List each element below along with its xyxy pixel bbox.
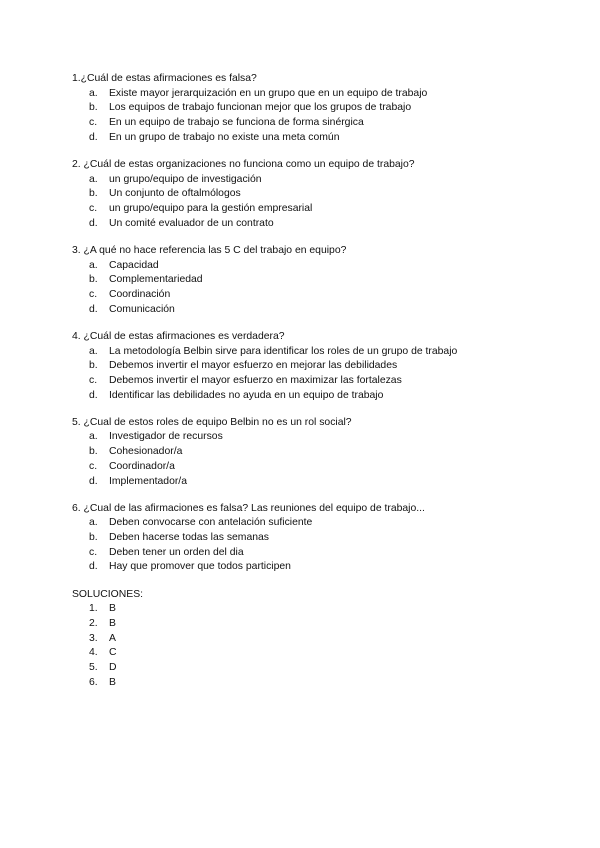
option-letter: a.	[89, 431, 98, 443]
question-title: 6. ¿Cual de las afirmaciones es falsa? Las reuniones del equipo de trabajo...	[72, 502, 425, 514]
solution-item	[72, 617, 542, 632]
option-letter: b.	[89, 446, 98, 458]
option-d	[72, 131, 542, 146]
question-title: 4. ¿Cuál de estas afirmaciones es verdadera?	[72, 330, 285, 342]
option-text: Un conjunto de oftalmólogos	[109, 188, 241, 200]
option-letter: a.	[89, 87, 98, 99]
option-text: Identificar las debilidades no ayuda en un equipo de trabajo	[109, 389, 384, 401]
option-d	[72, 560, 542, 575]
option-text: Deben convocarse con antelación suficiente	[109, 517, 313, 529]
option-letter: c.	[89, 460, 98, 472]
quiz-content	[72, 72, 542, 690]
option-a	[72, 430, 542, 445]
option-text: Los equipos de trabajo funcionan mejor que los grupos de trabajo	[109, 102, 412, 114]
question-1	[72, 72, 542, 145]
option-letter: a.	[89, 517, 98, 529]
option-letter: d.	[89, 303, 98, 315]
question-title: 1.¿Cuál de estas afirmaciones es falsa?	[72, 73, 257, 84]
option-text: Coordinador/a	[109, 460, 175, 472]
solution-number: 1.	[89, 603, 98, 615]
option-letter: c.	[89, 203, 98, 214]
option-text: La metodología Belbin sirve para identificar los roles de un grupo de trabajo	[109, 345, 458, 357]
option-text: Complementariedad	[109, 274, 203, 286]
option-text: Debemos invertir el mayor esfuerzo en maximizar las fortalezas	[109, 374, 402, 386]
option-text: Comunicación	[109, 303, 175, 315]
option-letter: d.	[89, 475, 98, 487]
option-d	[72, 389, 542, 404]
solution-number: 5.	[89, 662, 98, 674]
option-letter: c.	[89, 546, 98, 558]
option-text: Implementador/a	[109, 475, 187, 487]
option-text: Capacidad	[109, 259, 159, 271]
question-6	[72, 502, 542, 575]
solution-answer: B	[109, 603, 116, 615]
solutions-section	[72, 588, 542, 691]
option-text: Deben hacerse todas las semanas	[109, 532, 269, 544]
option-c	[72, 116, 542, 131]
option-letter: d.	[89, 389, 98, 401]
solution-number: 2.	[89, 618, 98, 629]
solutions-title: SOLUCIONES:	[72, 588, 144, 600]
option-a	[72, 345, 542, 360]
option-letter: b.	[89, 102, 98, 114]
option-letter: d.	[89, 217, 98, 229]
option-letter: a.	[89, 345, 98, 357]
option-text: En un equipo de trabajo se funciona de forma sinérgica	[109, 117, 364, 129]
option-text: un grupo/equipo para la gestión empresarial	[109, 203, 313, 214]
option-letter: b.	[89, 274, 98, 286]
option-text: Existe mayor jerarquización en un grupo que en un equipo de trabajo	[109, 87, 428, 99]
solution-answer: C	[109, 647, 117, 659]
option-c	[72, 374, 542, 389]
option-text: un grupo/equipo de investigación	[109, 173, 262, 185]
option-letter: c.	[89, 374, 98, 386]
solution-item	[72, 676, 542, 691]
option-letter: b.	[89, 532, 98, 544]
option-text: Deben tener un orden del dia	[109, 546, 244, 558]
option-text: Un comité evaluador de un contrato	[109, 217, 274, 229]
solution-answer: B	[109, 676, 116, 688]
option-a	[72, 516, 542, 531]
option-d	[72, 303, 542, 318]
option-b	[72, 273, 542, 288]
solution-number: 6.	[89, 676, 98, 688]
question-5	[72, 416, 542, 489]
option-c	[72, 460, 542, 475]
solution-answer: D	[109, 662, 117, 674]
question-3	[72, 244, 542, 317]
option-d	[72, 217, 542, 232]
option-b	[72, 445, 542, 460]
solution-number: 3.	[89, 632, 98, 644]
option-letter: a.	[89, 173, 98, 185]
solution-answer: A	[109, 632, 116, 644]
option-letter: b.	[89, 360, 98, 372]
option-letter: c.	[89, 288, 98, 300]
solution-item	[72, 646, 542, 661]
option-text: Investigador de recursos	[109, 431, 223, 443]
option-b	[72, 531, 542, 546]
option-text: Cohesionador/a	[109, 446, 183, 458]
solution-number: 4.	[89, 647, 98, 659]
option-b	[72, 101, 542, 116]
question-2	[72, 158, 542, 231]
solution-answer: B	[109, 618, 116, 629]
option-a	[72, 87, 542, 102]
option-d	[72, 475, 542, 490]
question-title: 2. ¿Cuál de estas organizaciones no funciona como un equipo de trabajo?	[72, 158, 415, 170]
option-letter: b.	[89, 188, 98, 200]
option-c	[72, 288, 542, 303]
option-a	[72, 259, 542, 274]
option-c	[72, 202, 542, 217]
option-b	[72, 359, 542, 374]
option-a	[72, 173, 542, 188]
question-title: 5. ¿Cual de estos roles de equipo Belbin no es un rol social?	[72, 416, 352, 428]
solution-item	[72, 661, 542, 676]
option-text: Hay que promover que todos participen	[109, 561, 291, 573]
option-letter: c.	[89, 117, 98, 129]
option-letter: d.	[89, 561, 98, 573]
solution-item	[72, 632, 542, 647]
option-letter: a.	[89, 259, 98, 271]
option-text: Debemos invertir el mayor esfuerzo en mejorar las debilidades	[109, 360, 398, 372]
solution-item	[72, 602, 542, 617]
option-text: Coordinación	[109, 288, 171, 300]
option-letter: d.	[89, 131, 98, 143]
question-4	[72, 330, 542, 403]
option-text: En un grupo de trabajo no existe una meta común	[109, 131, 340, 143]
question-title: 3. ¿A qué no hace referencia las 5 C del trabajo en equipo?	[72, 244, 347, 256]
option-c	[72, 546, 542, 561]
option-b	[72, 187, 542, 202]
